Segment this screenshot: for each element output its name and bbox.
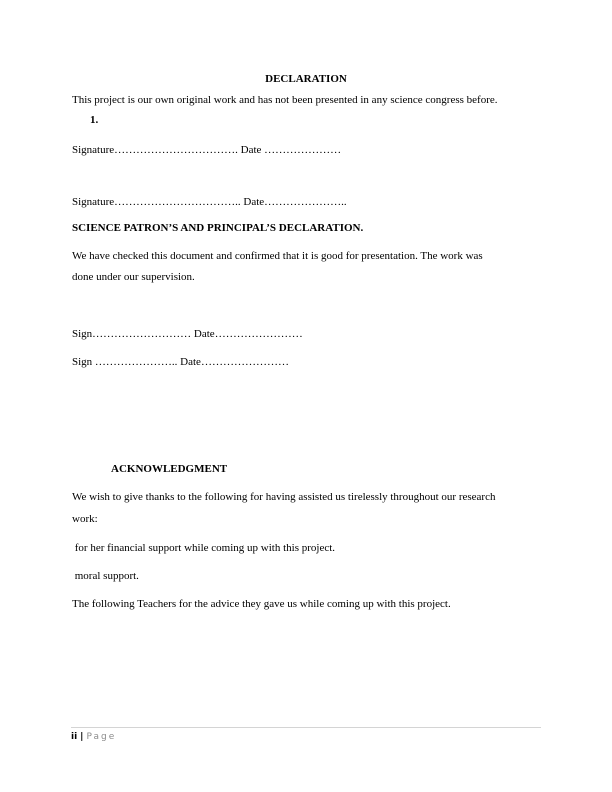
signature-line-2: Signature…………………………….. Date………………….. (72, 196, 347, 208)
page-label: Page (86, 732, 117, 742)
page-footer (71, 731, 116, 743)
footer-divider (71, 727, 541, 728)
acknowledgment-item-teachers: The following Teachers for the advice they gave us while coming up with this project. (72, 598, 451, 610)
patron-declaration-text-1: We have checked this document and confirmed that it is good for presentation. The work was (72, 250, 483, 262)
sign-line-1: Sign……………………… Date…………………… (72, 328, 303, 340)
page-number: ii (71, 732, 78, 742)
sign-line-2: Sign ………………….. Date…………………… (72, 356, 289, 368)
patron-declaration-heading: SCIENCE PATRON’S AND PRINCIPAL’S DECLARATION. (72, 222, 364, 234)
acknowledgment-intro-1: We wish to give thanks to the following for having assisted us tirelessly throughout our research (72, 491, 496, 503)
acknowledgment-item-moral: moral support. (72, 570, 139, 582)
patron-declaration-text-2: done under our supervision. (72, 271, 195, 283)
acknowledgment-title: ACKNOWLEDGMENT (111, 463, 228, 475)
acknowledgment-item-financial: for her financial support while coming up with this project. (72, 542, 336, 554)
declaration-statement: This project is our own original work and has not been presented in any science congress before. (72, 94, 498, 106)
footer-separator: | (80, 732, 84, 742)
signature-line-1: Signature……………………………. Date ………………… (72, 144, 342, 156)
declaration-title: DECLARATION (265, 73, 347, 85)
acknowledgment-intro-2: work: (72, 513, 98, 525)
list-marker: 1. (90, 114, 99, 126)
